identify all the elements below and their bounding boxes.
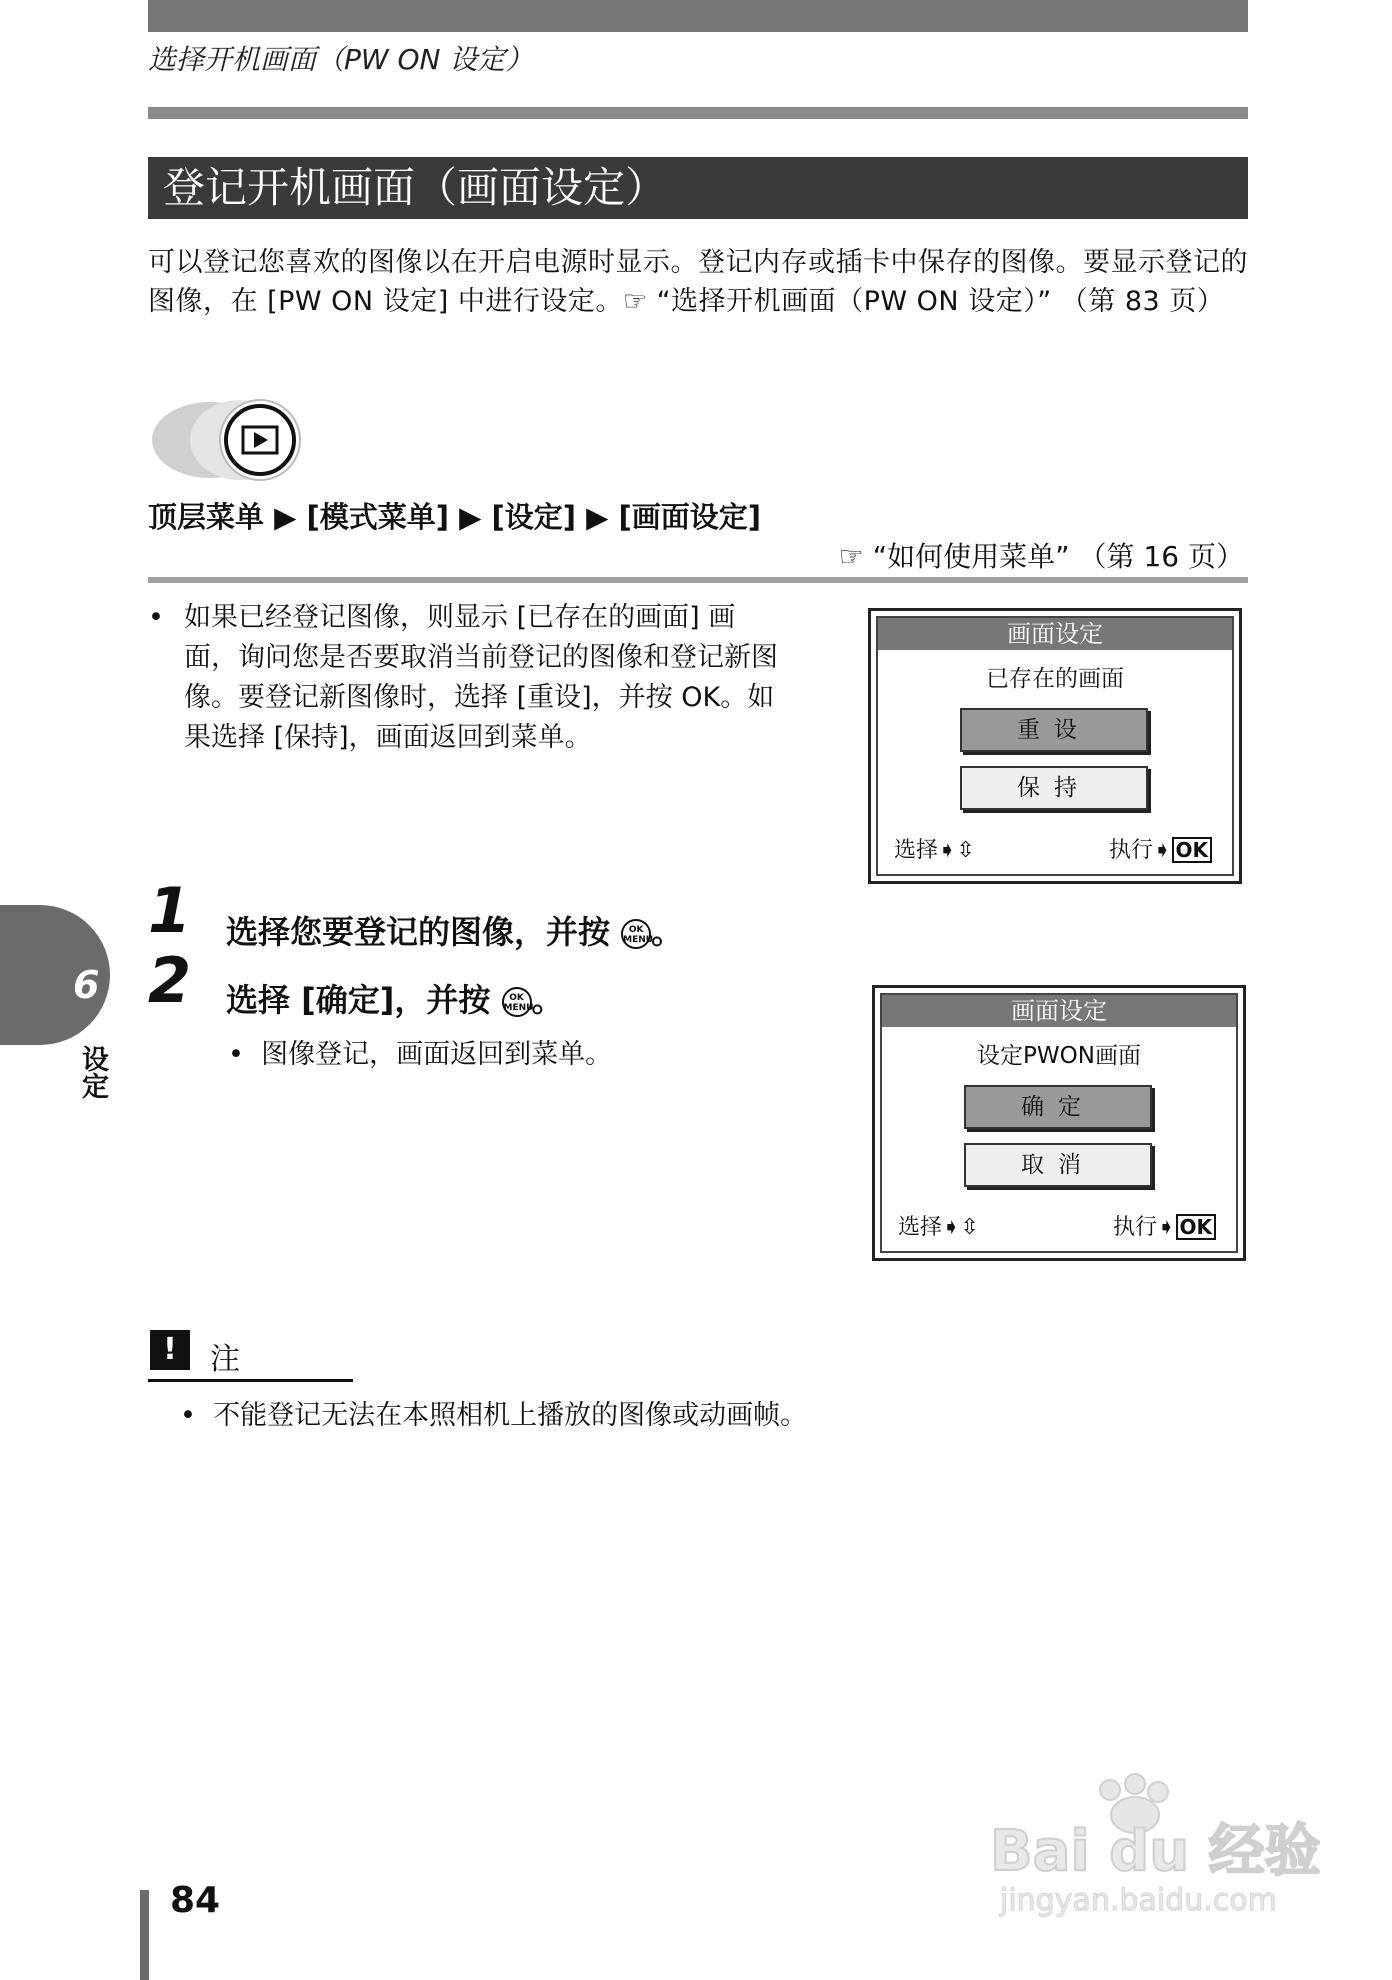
ok-badge: OK: [1172, 837, 1213, 863]
menu-path: 顶层菜单 ▶ [模式菜单] ▶ [设定] ▶ [画面设定]: [148, 500, 762, 534]
keep-button[interactable]: 保持: [960, 766, 1148, 810]
note-label: 注: [210, 1342, 240, 1377]
page-number: 84: [170, 1880, 221, 1921]
arrow-icon: ➧: [938, 838, 957, 863]
intro-paragraph: 可以登记您喜欢的图像以在开启电源时显示。登记内存或插卡中保存的图像。要显示登记的图像，在 [PW ON 设定] 中进行设定。☞ “选择开机画面（PW ON 设定）” （第 83 页）: [148, 247, 1248, 317]
running-title: 选择开机画面（PW ON 设定）: [148, 43, 534, 76]
dialog-title: 画面设定: [878, 618, 1232, 650]
select-hint: [898, 1210, 979, 1241]
playback-mode-icon: [150, 395, 310, 489]
arrow-icon: ➧: [1157, 1215, 1176, 1240]
arrow-icon: ➧: [942, 1215, 961, 1240]
step-1: [148, 874, 192, 947]
step-end: 。: [651, 913, 684, 951]
dialog-set-pwon-screen: [872, 985, 1246, 1261]
ok-badge: OK: [1176, 1214, 1217, 1240]
note-icon: !: [150, 1330, 190, 1370]
subnote-text: 图像登记，画面返回到菜单。: [261, 1039, 613, 1070]
dialog-frame: [876, 616, 1234, 876]
select-hint: [894, 833, 975, 864]
ok-button-icon: OK MENU: [621, 919, 651, 949]
bullet-text: 如果已经登记图像，则显示 [已存在的画面] 画面，询问您是否要取消当前登记的图像和登记新图像。要登记新图像时，选择 [重设]，并按 OK。如果选择 [保持]，画面返回到菜单。: [184, 602, 778, 753]
select-hint-label: 选择: [894, 838, 939, 863]
execute-hint: [1109, 833, 1212, 864]
cancel-button[interactable]: 取消: [964, 1143, 1152, 1187]
section-title: 登记开机画面（画面设定）: [163, 163, 668, 212]
dialog-subtitle: 设定PWON画面: [977, 1043, 1141, 1069]
chapter-number: 6: [73, 963, 100, 1007]
up-down-icon: ⇳: [960, 1215, 979, 1240]
existing-screen-note: [148, 598, 788, 758]
reset-button[interactable]: 重设: [960, 708, 1148, 752]
dialog-subtitle: 已存在的画面: [986, 666, 1124, 692]
execute-hint: [1113, 1210, 1216, 1241]
ok-button-icon: OK MENU: [502, 987, 532, 1017]
step-2-subnote: [228, 1032, 612, 1071]
svg-text:Bai du 经验: Bai du 经验: [990, 1819, 1320, 1884]
arrow-icon: ➧: [1153, 838, 1172, 863]
svg-text:jingyan.baidu.com: jingyan.baidu.com: [1000, 1883, 1277, 1918]
step-1-text: [226, 907, 683, 953]
up-down-icon: ⇳: [956, 838, 975, 863]
dialog-frame: [880, 993, 1238, 1253]
dialog-title: 画面设定: [882, 995, 1236, 1027]
confirm-button[interactable]: 确定: [964, 1085, 1152, 1129]
execute-hint-label: 执行: [1113, 1215, 1158, 1240]
bullet-dot: •: [180, 1400, 196, 1431]
note-body: 不能登记无法在本照相机上播放的图像或动画帧。: [213, 1400, 808, 1431]
bullet-dot: •: [228, 1039, 244, 1070]
select-hint-label: 选择: [898, 1215, 943, 1240]
header-rule: [148, 107, 1248, 119]
bullet-dot: •: [148, 602, 164, 633]
step-2: [148, 944, 192, 1017]
dialog-existing-screen: [868, 608, 1242, 884]
top-bar: [148, 0, 1248, 32]
step-2-text: [226, 975, 564, 1021]
step-number: 2: [148, 944, 192, 1017]
step-number: 1: [148, 874, 192, 947]
note-rule: [148, 1379, 353, 1382]
execute-hint-label: 执行: [1109, 838, 1154, 863]
note-text: [180, 1393, 807, 1432]
page-bar: [140, 1890, 149, 1980]
menu-rule: [148, 577, 1248, 583]
baidu-watermark-logo: [990, 1770, 1320, 1920]
step-instruction: 选择 [确定]，并按: [226, 981, 491, 1019]
chapter-label: 设定: [77, 1045, 108, 1099]
step-instruction: 选择您要登记的图像，并按: [226, 913, 611, 951]
step-end: 。: [531, 981, 564, 1019]
menu-reference: ☞ “如何使用菜单” （第 16 页）: [838, 540, 1244, 573]
